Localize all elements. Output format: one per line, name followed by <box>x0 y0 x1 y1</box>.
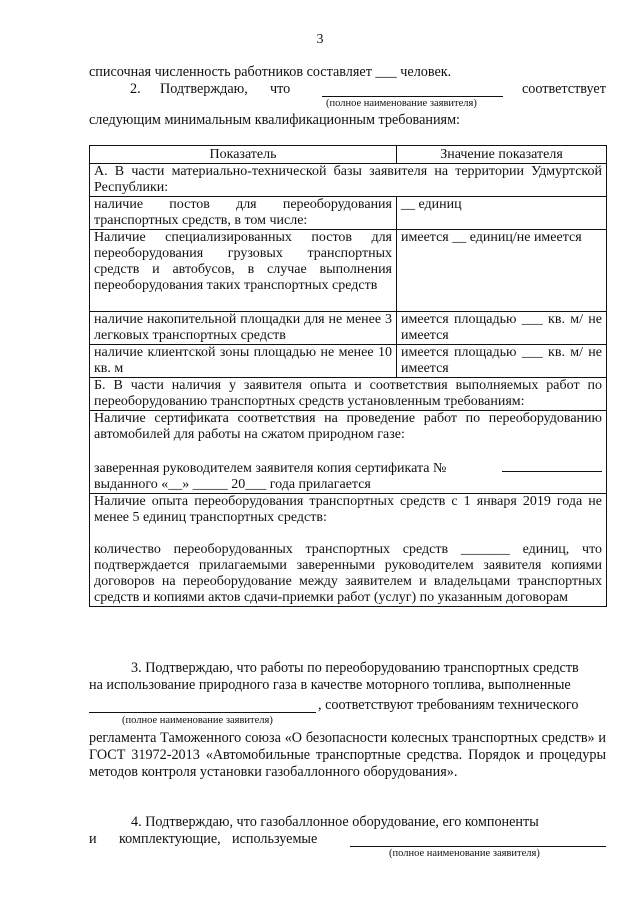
experience-row <box>90 494 607 607</box>
certificate-cell <box>90 411 607 494</box>
experience-detail: количество переоборудованных транспортных средств _______ единиц, что подтверждается прилагаемыми заверенными руководителем заявителя копиями договоров на переоборудование между заявителем и владельцами транспортных средств и копиями актов сдачи-приемки работ (услуг) по указанным договорам <box>94 542 602 605</box>
p2-number: 2. <box>130 81 141 97</box>
indicator-storage-area: наличие накопительной площадки для не менее 3 легковых транспортных средств <box>90 312 397 345</box>
certificate-text: Наличие сертификата соответствия на проведение работ по переоборудованию автомобилей для работы на сжатом природном газе: <box>94 411 602 442</box>
indicator-posts: наличие постов для переоборудования транспортных средств, в том числе: <box>90 197 397 230</box>
table-row <box>90 230 607 312</box>
certificate-copy-line-1: заверенная руководителем заявителя копия сертификата № <box>94 461 447 476</box>
experience-cell <box>90 494 607 607</box>
applicant-caption: (полное наименование заявителя) <box>326 98 477 109</box>
col-value-header: Значение показателя <box>397 146 607 164</box>
certificate-row <box>90 411 607 494</box>
section-b-heading: Б. В части наличия у заявителя опыта и соответствия выполняемых работ по переоборудованию транспортных средств установленным требованиям: <box>90 378 607 411</box>
para4-line-1: 4. Подтверждаю, что газобаллонное оборудование, его компоненты <box>131 814 539 830</box>
value-special-posts: имеется __ единиц/не имеется <box>397 230 607 312</box>
certificate-number-blank <box>502 459 602 472</box>
certificate-copy-line-2: выданного «__» _____ 20___ года прилагается <box>94 477 371 492</box>
intro-line-1: списочная численность работников составляет ___ человек. <box>89 64 452 80</box>
section-a-row <box>90 164 607 197</box>
indicator-client-zone: наличие клиентской зоны площадью не менее 10 кв. м <box>90 345 397 378</box>
para3-line-3: , соответствуют требованиям технического <box>318 697 579 713</box>
intro-line-3: следующим минимальным квалификационным требованиям: <box>89 112 460 128</box>
para4-and: и <box>89 831 97 847</box>
para3-applicant-blank <box>89 712 316 713</box>
para4-applicant-blank <box>350 846 606 847</box>
experience-text: Наличие опыта переоборудования транспортных средств с 1 января 2019 года не менее 5 единиц транспортных средств: <box>94 494 602 525</box>
page-number: 3 <box>316 32 324 47</box>
requirements-table <box>89 145 607 607</box>
value-posts: __ единиц <box>397 197 607 230</box>
para3-caption: (полное наименование заявителя) <box>122 715 273 726</box>
para4-components: комплектующие, <box>119 831 221 847</box>
para4-used: используемые <box>232 831 318 847</box>
table-row <box>90 312 607 345</box>
table-row <box>90 197 607 230</box>
para3-body: регламента Таможенного союза «О безопасности колесных транспортных средств» и ГОСТ 31972-2013 «Автомобильные транспортные средства. Порядок и процедуры методов контроля установки газобаллонного оборудования». <box>89 730 606 781</box>
p2-that: что <box>270 81 291 97</box>
para4-caption: (полное наименование заявителя) <box>389 848 540 859</box>
p2-confirm: Подтверждаю, <box>160 81 248 97</box>
value-storage-area: имеется площадью ___ кв. м/ не имеется <box>397 312 607 345</box>
indicator-special-posts: Наличие специализированных постов для переоборудования грузовых транспортных средств и автобусов, в случае выполнения переоборудования таких транспортных средств <box>90 230 397 312</box>
p2-corresponds: соответствует <box>522 81 606 97</box>
table-header-row <box>90 146 607 164</box>
applicant-name-blank <box>322 96 503 97</box>
value-client-zone: имеется площадью ___ кв. м/ не имеется <box>397 345 607 378</box>
section-a-heading: А. В части материально-технической базы заявителя на территории Удмуртской Республики: <box>90 164 607 197</box>
table-row <box>90 345 607 378</box>
section-b-row <box>90 378 607 411</box>
col-indicator-header: Показатель <box>90 146 397 164</box>
para3-line-2: на использование природного газа в качестве моторного топлива, выполненные <box>89 677 571 693</box>
para3-line-1: 3. Подтверждаю, что работы по переоборудованию транспортных средств <box>131 660 579 676</box>
